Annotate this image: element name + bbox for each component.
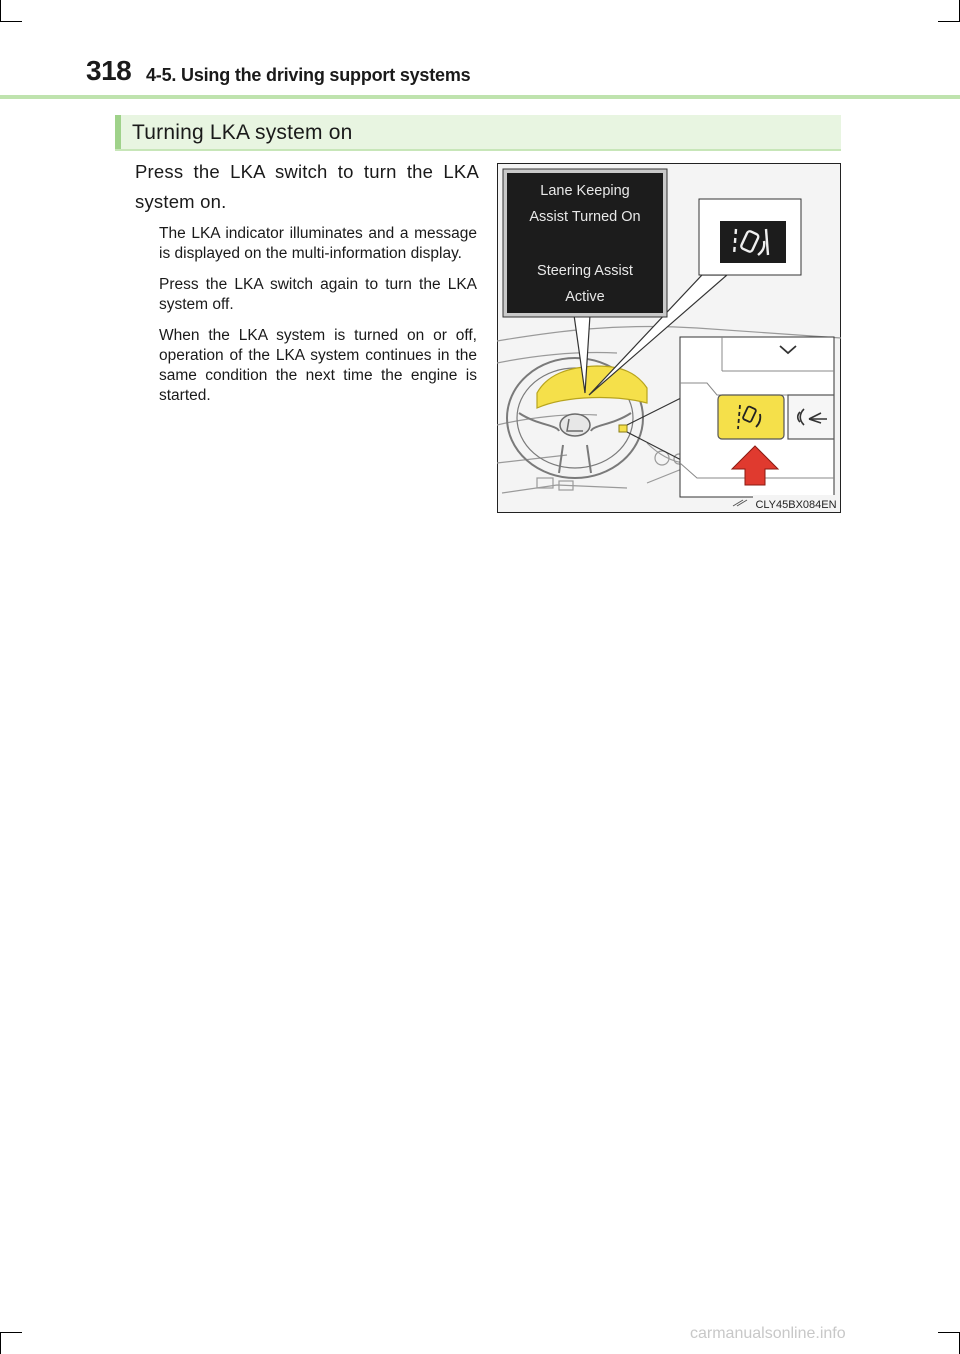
page-number: 318 (86, 55, 132, 86)
crop-mark-bottom-right-h (938, 1332, 960, 1333)
note-item: The LKA indicator illuminates and a message is displayed on the multi-information display. (159, 225, 477, 262)
crop-mark-top-left-h (0, 21, 22, 22)
crop-mark-top-right-h (938, 21, 960, 22)
section-heading-accent (115, 115, 121, 149)
display-line: Lane Keeping (540, 183, 630, 199)
notes-list (159, 224, 477, 417)
lka-switch-button (718, 395, 784, 439)
section-title: Turning LKA system on (132, 121, 353, 144)
note-item: Press the LKA switch again to turn the LKA system off. (159, 276, 477, 313)
section-heading-bar (115, 115, 841, 151)
lka-switch-figure (497, 163, 841, 513)
crop-mark-top-left (0, 0, 1, 22)
header-rule (0, 95, 960, 99)
multi-information-display (503, 169, 667, 317)
display-line: Active (565, 289, 605, 305)
crop-mark-bottom-left (0, 1332, 1, 1354)
note-item: When the LKA system is turned on or off, operation of the LKA system continues in the same condition the next time the engine is started. (159, 327, 477, 404)
lka-switch-panel (680, 337, 834, 497)
watermark: carmanualsonline.info (690, 1325, 846, 1342)
wheel-switch-highlight (619, 425, 627, 432)
lka-indicator-box (699, 199, 801, 275)
crop-mark-bottom-left-h (0, 1332, 22, 1333)
display-line: Assist Turned On (529, 209, 641, 225)
running-head: 4-5. Using the driving support systems (146, 65, 471, 85)
display-line: Steering Assist (537, 263, 633, 279)
figure-code: CLY45BX084EN (755, 499, 837, 511)
steering-emblem (560, 414, 590, 436)
instruction-text: Press the LKA switch to turn the LKA system on. (135, 161, 479, 212)
adjacent-switch-button (788, 395, 834, 439)
